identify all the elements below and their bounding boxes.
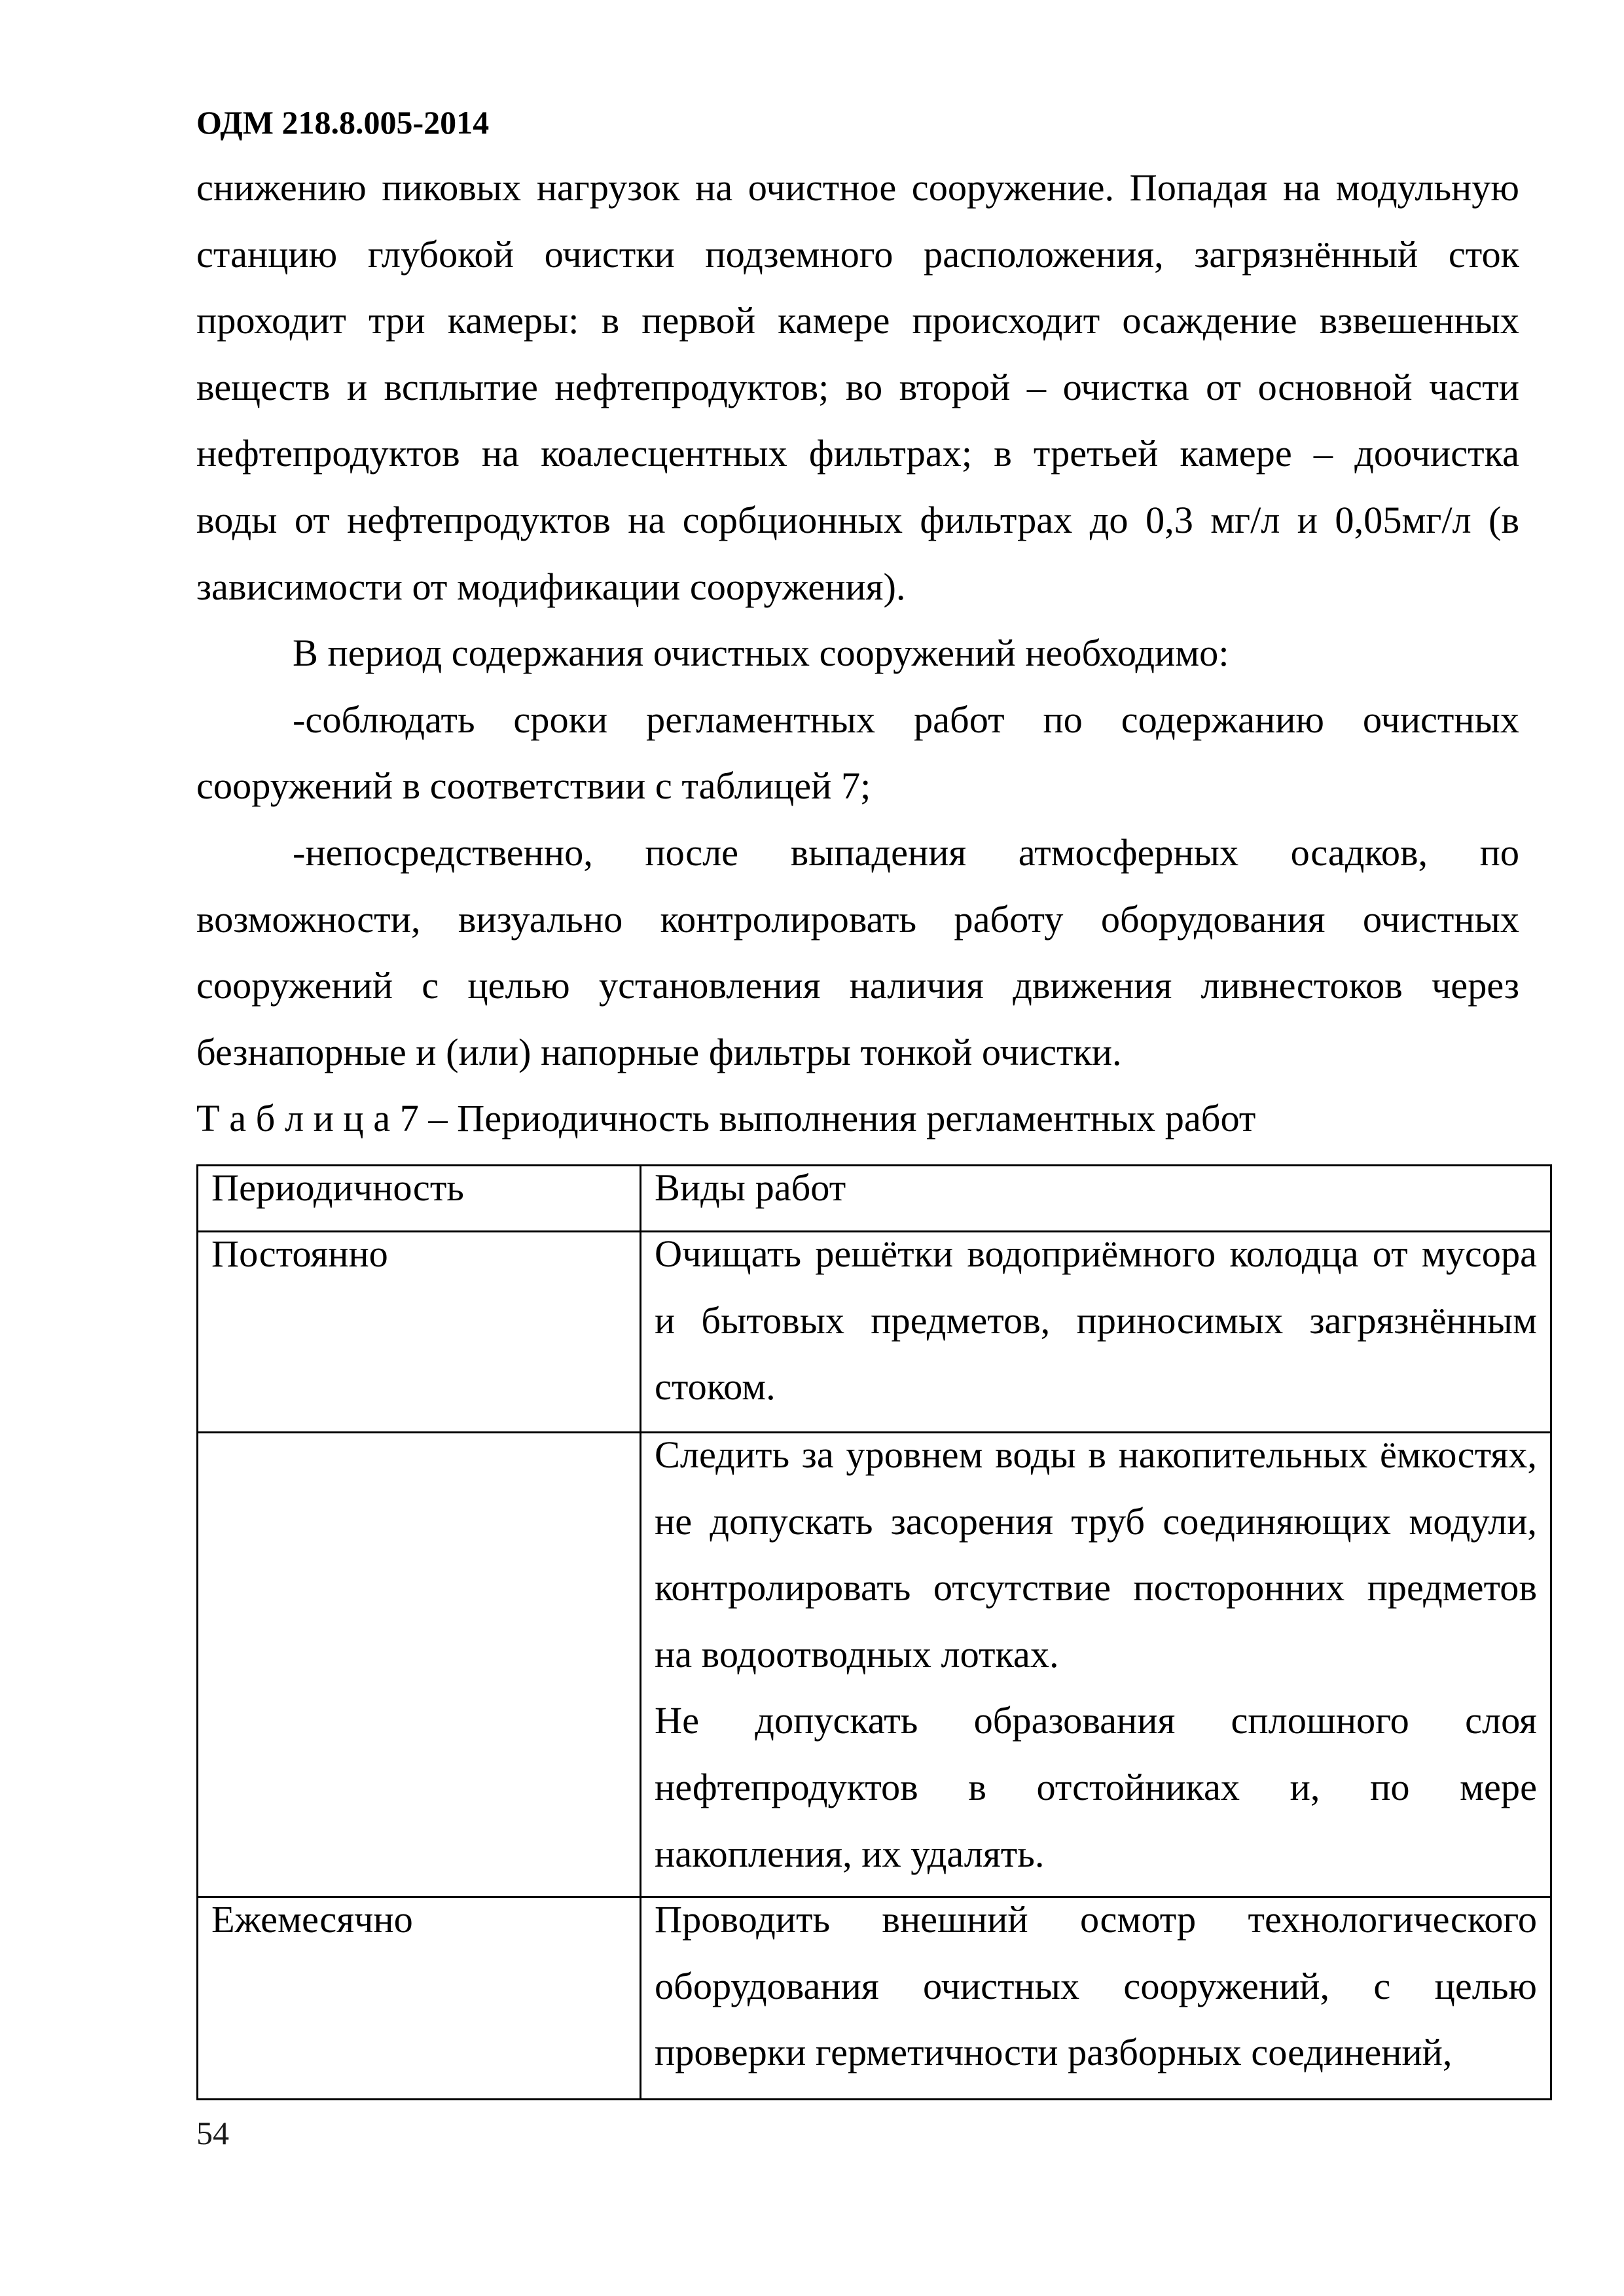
text-line: сооружений в соответствии с таблицей 7; <box>196 764 871 808</box>
work-description-cell <box>641 1232 1551 1433</box>
paragraph-maintenance-intro <box>196 620 1519 687</box>
list-item-schedule-compliance <box>196 687 1519 819</box>
text-line: -непосредственно, после выпадения атмосферных осадков, по <box>293 831 1519 874</box>
table-row <box>198 1433 1551 1897</box>
column-header-label: Виды работ <box>655 1166 846 1209</box>
text-line: стоком. <box>655 1365 776 1408</box>
table-row <box>198 1897 1551 2100</box>
text-line: сооружений с целью установления наличия движения ливнестоков через <box>196 964 1519 1007</box>
text-line: не допускать засорения труб соединяющих модули, <box>655 1499 1537 1543</box>
text-line: Не допускать образования сплошного слоя <box>655 1699 1537 1742</box>
text-line: безнапорные и (или) напорные фильтры тонкой очистки. <box>196 1030 1122 1073</box>
column-header-label: Периодичность <box>211 1166 464 1209</box>
work-description-cell <box>641 1897 1551 2100</box>
cell-content <box>211 1886 626 1953</box>
text-line: Проводить внешний осмотр технологического <box>655 1898 1537 1941</box>
table-caption: Т а б л и ц а 7 – Периодичность выполнения регламентных работ <box>196 1097 1256 1140</box>
text-line: на водоотводных лотках. <box>655 1632 1059 1676</box>
text-line: В период содержания очистных сооружений необходимо: <box>293 632 1229 675</box>
body-text <box>196 154 1519 1152</box>
table-row <box>198 1232 1551 1433</box>
text-line: контролировать отсутствие посторонних предметов <box>655 1566 1537 1609</box>
paragraph-treatment-station-description <box>196 154 1519 620</box>
period-label: Ежемесячно <box>211 1898 413 1941</box>
period-cell <box>198 1897 641 2100</box>
text-line: и бытовых предметов, приносимых загрязнённым <box>655 1299 1537 1342</box>
text-line: снижению пиковых нагрузок на очистное сооружение. Попадая на модульную <box>196 166 1519 209</box>
text-line: веществ и всплытие нефтепродуктов; во второй – очистка от основной части <box>196 365 1519 408</box>
text-line: проверки герметичности разборных соединений, <box>655 2031 1453 2074</box>
text-line: станцию глубокой очистки подземного расположения, загрязнённый сток <box>196 232 1519 276</box>
period-cell <box>198 1232 641 1433</box>
text-line: нефтепродуктов в отстойниках и, по мере <box>655 1765 1537 1808</box>
document-code-header: ОДМ 218.8.005-2014 <box>196 104 490 141</box>
text-line: накопления, их удалять. <box>655 1832 1045 1875</box>
list-item-visual-inspection <box>196 819 1519 1085</box>
text-line: воды от нефтепродуктов на сорбционных фильтрах до 0,3 мг/л и 0,05мг/л (в <box>196 498 1519 541</box>
period-cell <box>198 1433 641 1897</box>
table-body <box>198 1166 1551 2100</box>
text-line: -соблюдать сроки регламентных работ по содержанию очистных <box>293 698 1519 741</box>
text-line: зависимости от модификации сооружения). <box>196 565 906 608</box>
work-description-cell <box>641 1433 1551 1897</box>
text-line: проходит три камеры: в первой камере происходит осаждение взвешенных <box>196 299 1519 342</box>
cell-content <box>211 1221 626 1287</box>
cell-content <box>655 1422 1537 1887</box>
cell-content <box>655 1155 1537 1221</box>
maintenance-schedule-table <box>196 1164 1552 2100</box>
text-line: Очищать решётки водоприёмного колодца от мусора <box>655 1232 1537 1275</box>
cell-content <box>655 1886 1537 2086</box>
period-label: Постоянно <box>211 1232 388 1275</box>
text-line: возможности, визуально контролировать работу оборудования очистных <box>196 897 1519 941</box>
text-line: Следить за уровнем воды в накопительных ёмкостях, <box>655 1433 1537 1476</box>
text-line: оборудования очистных сооружений, с целью <box>655 1964 1537 2007</box>
page-number: 54 <box>196 2115 229 2151</box>
cell-content <box>655 1221 1537 1420</box>
cell-content <box>211 1155 626 1221</box>
text-line: нефтепродуктов на коалесцентных фильтрах; в третьей камере – доочистка <box>196 432 1519 475</box>
